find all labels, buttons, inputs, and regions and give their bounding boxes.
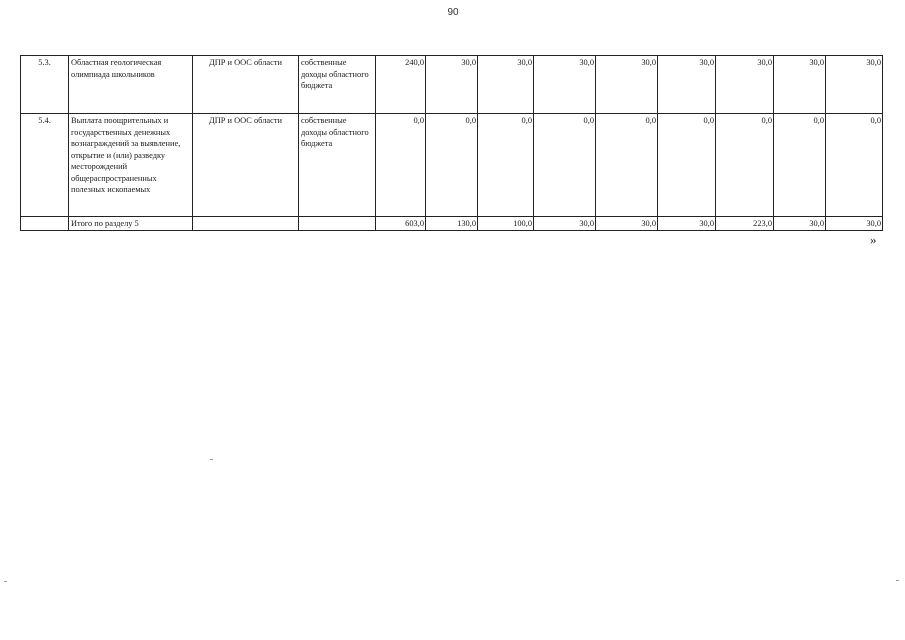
- row-code: 5.3.: [21, 56, 69, 114]
- row-value: 30,0: [658, 56, 716, 114]
- scan-speck: [896, 580, 899, 581]
- page-number: 90: [447, 7, 459, 18]
- scan-speck: [210, 459, 213, 460]
- row-value: 30,0: [426, 56, 478, 114]
- row-executor: ДПР и ООС области: [193, 114, 299, 217]
- row-value: 30,0: [478, 56, 534, 114]
- total-value: 30,0: [658, 217, 716, 231]
- row-value: 0,0: [716, 114, 774, 217]
- total-value: 30,0: [534, 217, 596, 231]
- total-value: 130,0: [426, 217, 478, 231]
- row-source: собственные доходы областного бюджета: [299, 114, 376, 217]
- total-source-cell: [299, 217, 376, 231]
- total-row: [21, 217, 883, 231]
- row-value: 30,0: [774, 56, 826, 114]
- total-value: 223,0: [716, 217, 774, 231]
- row-value: 30,0: [596, 56, 658, 114]
- row-value: 0,0: [826, 114, 883, 217]
- total-label: Итого по разделу 5: [69, 217, 193, 231]
- budget-table: [20, 55, 883, 231]
- row-executor: ДПР и ООС области: [193, 56, 299, 114]
- row-value: 0,0: [596, 114, 658, 217]
- row-value: 0,0: [534, 114, 596, 217]
- row-code: 5.4.: [21, 114, 69, 217]
- total-executor-cell: [193, 217, 299, 231]
- total-value: 30,0: [774, 217, 826, 231]
- table-row: [21, 56, 883, 114]
- total-value: 30,0: [826, 217, 883, 231]
- row-value: 0,0: [774, 114, 826, 217]
- row-value: 0,0: [376, 114, 426, 217]
- row-value: 30,0: [534, 56, 596, 114]
- total-value: 30,0: [596, 217, 658, 231]
- row-name: Выплата поощрительных и государственных денежных вознаграждений за выявление, открытие и (или) разведку месторождений общераспространенных полезных ископаемых: [69, 114, 193, 217]
- total-value: 100,0: [478, 217, 534, 231]
- row-value: 0,0: [478, 114, 534, 217]
- row-value: 0,0: [658, 114, 716, 217]
- row-name: Областная геологическая олимпиада школьников: [69, 56, 193, 114]
- row-value: 240,0: [376, 56, 426, 114]
- row-source: собственные доходы областного бюджета: [299, 56, 376, 114]
- row-value: 0,0: [426, 114, 478, 217]
- closing-quote: »: [870, 232, 877, 247]
- row-value: 30,0: [716, 56, 774, 114]
- table-row: [21, 114, 883, 217]
- row-value: 30,0: [826, 56, 883, 114]
- scan-speck: [4, 581, 7, 582]
- total-value: 603,0: [376, 217, 426, 231]
- total-code-cell: [21, 217, 69, 231]
